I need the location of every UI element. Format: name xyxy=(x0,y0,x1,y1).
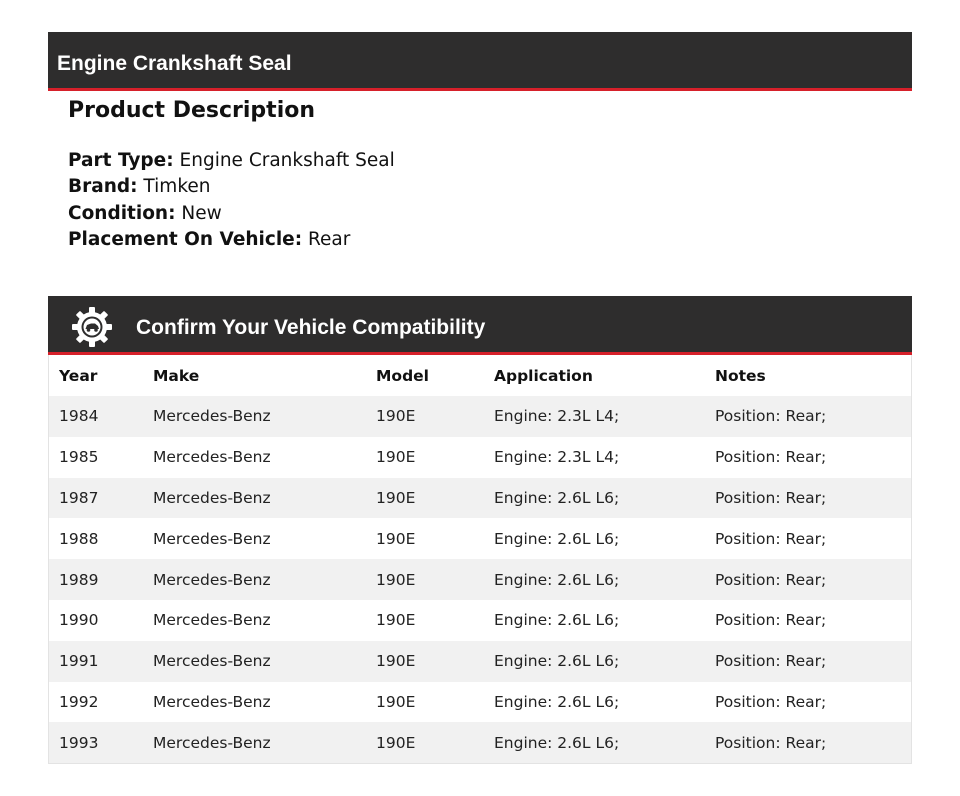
cell-application: Engine: 2.6L L6; xyxy=(484,722,705,763)
table-row xyxy=(49,559,911,600)
spec-value: Engine Crankshaft Seal xyxy=(179,150,395,171)
cell-application: Engine: 2.6L L6; xyxy=(484,559,705,600)
cell-model: 190E xyxy=(366,396,484,437)
cell-year: 1985 xyxy=(49,437,143,478)
table-row xyxy=(49,478,911,519)
cell-notes: Position: Rear; xyxy=(705,682,911,723)
cell-make: Mercedes-Benz xyxy=(143,396,366,437)
spec-condition xyxy=(68,201,888,227)
cell-model: 190E xyxy=(366,641,484,682)
header-notes: Notes xyxy=(715,366,766,385)
header-application: Application xyxy=(494,366,593,385)
compatibility-table xyxy=(49,355,911,763)
cell-application: Engine: 2.3L L4; xyxy=(484,396,705,437)
cell-make: Mercedes-Benz xyxy=(143,518,366,559)
cell-notes: Position: Rear; xyxy=(705,559,911,600)
spec-brand xyxy=(68,174,888,200)
cell-model: 190E xyxy=(366,600,484,641)
cell-model: 190E xyxy=(366,518,484,559)
product-title: Engine Crankshaft Seal xyxy=(57,52,292,75)
cell-make: Mercedes-Benz xyxy=(143,722,366,763)
spec-value: Timken xyxy=(143,176,211,198)
cell-notes: Position: Rear; xyxy=(705,641,911,682)
cell-application: Engine: 2.6L L6; xyxy=(484,518,705,559)
cell-make: Mercedes-Benz xyxy=(143,641,366,682)
compatibility-table-container xyxy=(48,355,912,764)
cell-model: 190E xyxy=(366,437,484,478)
compatibility-title: Confirm Your Vehicle Compatibility xyxy=(136,316,486,339)
header-make: Make xyxy=(153,366,200,385)
product-description xyxy=(68,96,888,253)
cell-make: Mercedes-Benz xyxy=(143,682,366,723)
header-year: Year xyxy=(59,366,98,385)
cell-model: 190E xyxy=(366,722,484,763)
title-banner xyxy=(48,32,912,91)
cell-make: Mercedes-Benz xyxy=(143,600,366,641)
gear-car-icon xyxy=(70,305,114,349)
cell-application: Engine: 2.6L L6; xyxy=(484,478,705,519)
table-row xyxy=(49,518,911,559)
cell-model: 190E xyxy=(366,559,484,600)
table-row xyxy=(49,722,911,763)
table-header-row xyxy=(49,355,911,396)
cell-notes: Position: Rear; xyxy=(705,396,911,437)
cell-notes: Position: Rear; xyxy=(705,437,911,478)
cell-year: 1987 xyxy=(49,478,143,519)
cell-year: 1984 xyxy=(49,396,143,437)
spec-value: Rear xyxy=(308,228,351,250)
cell-application: Engine: 2.6L L6; xyxy=(484,641,705,682)
cell-application: Engine: 2.3L L4; xyxy=(484,437,705,478)
table-row xyxy=(49,437,911,478)
cell-year: 1992 xyxy=(49,682,143,723)
spec-label: Brand: xyxy=(68,176,138,198)
cell-application: Engine: 2.6L L6; xyxy=(484,600,705,641)
header-model: Model xyxy=(376,366,429,385)
cell-year: 1988 xyxy=(49,518,143,559)
cell-year: 1991 xyxy=(49,641,143,682)
cell-notes: Position: Rear; xyxy=(705,518,911,559)
table-row xyxy=(49,641,911,682)
cell-model: 190E xyxy=(366,478,484,519)
table-row xyxy=(49,600,911,641)
spec-part-type xyxy=(68,148,888,174)
cell-year: 1993 xyxy=(49,722,143,763)
cell-model: 190E xyxy=(366,682,484,723)
spec-label: Part Type: xyxy=(68,150,174,171)
spec-label: Condition: xyxy=(68,202,176,224)
table-row xyxy=(49,396,911,437)
description-heading: Product Description xyxy=(68,98,316,123)
cell-application: Engine: 2.6L L6; xyxy=(484,682,705,723)
spec-placement xyxy=(68,227,888,253)
spec-label: Placement On Vehicle: xyxy=(68,228,303,250)
cell-notes: Position: Rear; xyxy=(705,722,911,763)
cell-notes: Position: Rear; xyxy=(705,478,911,519)
compatibility-banner xyxy=(48,296,912,355)
spec-list xyxy=(68,148,888,253)
spec-value: New xyxy=(181,202,222,224)
cell-notes: Position: Rear; xyxy=(705,600,911,641)
cell-make: Mercedes-Benz xyxy=(143,478,366,519)
cell-make: Mercedes-Benz xyxy=(143,559,366,600)
cell-year: 1990 xyxy=(49,600,143,641)
cell-year: 1989 xyxy=(49,559,143,600)
table-row xyxy=(49,682,911,723)
cell-make: Mercedes-Benz xyxy=(143,437,366,478)
